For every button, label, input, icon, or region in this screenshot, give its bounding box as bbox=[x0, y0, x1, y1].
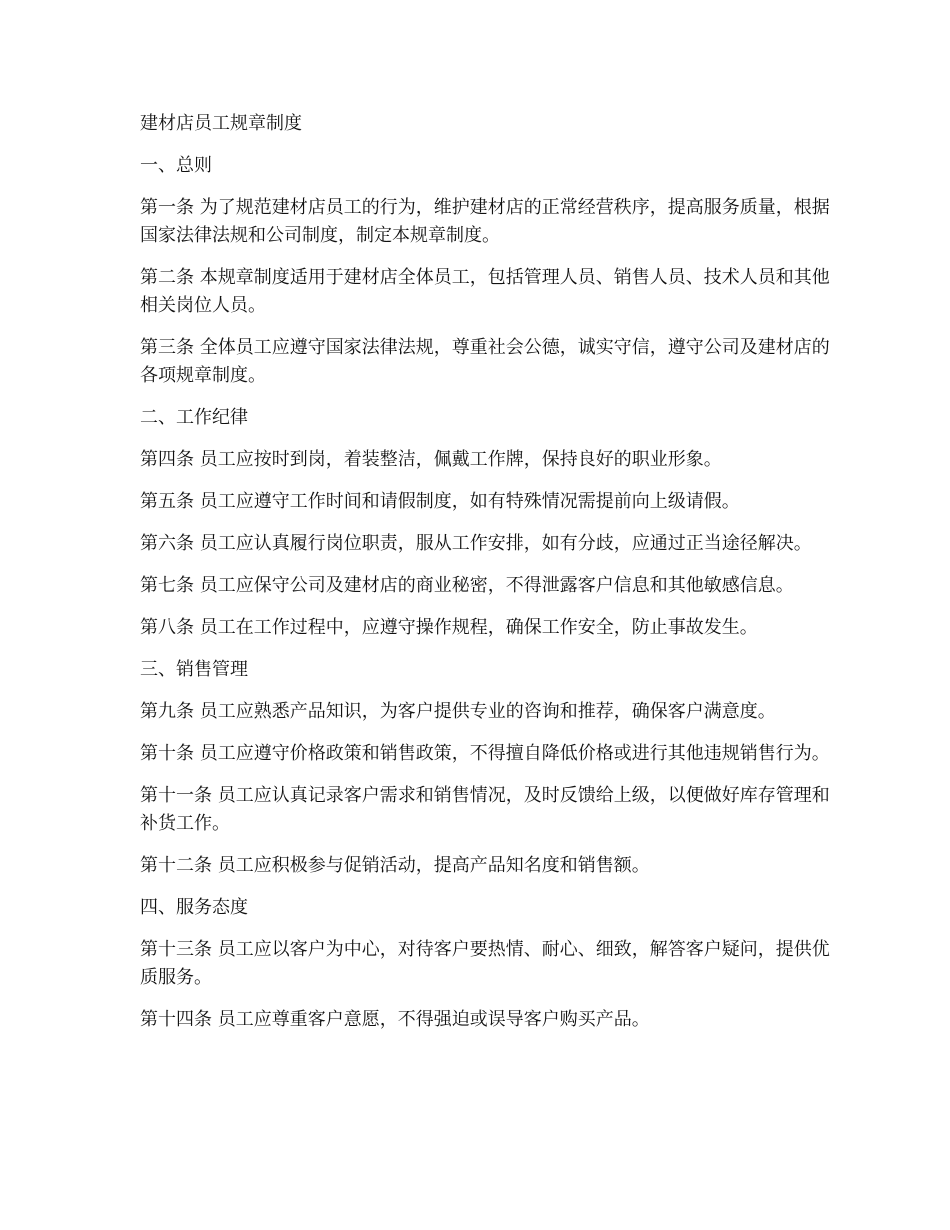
section-heading-service: 四、服务态度 bbox=[140, 897, 248, 918]
article-11: 第十一条 员工应认真记录客户需求和销售情况，及时反馈给上级，以便做好库存管理和补货工作。 bbox=[140, 785, 830, 834]
article-8: 第八条 员工在工作过程中，应遵守操作规程，确保工作安全，防止事故发生。 bbox=[140, 617, 758, 638]
article-7: 第七条 员工应保守公司及建材店的商业秘密，不得泄露客户信息和其他敏感信息。 bbox=[140, 575, 794, 596]
section-heading-sales: 三、销售管理 bbox=[140, 659, 248, 680]
article-9: 第九条 员工应熟悉产品知识，为客户提供专业的咨询和推荐，确保客户满意度。 bbox=[140, 701, 776, 722]
article-6: 第六条 员工应认真履行岗位职责，服从工作安排，如有分歧，应通过正当途径解决。 bbox=[140, 533, 812, 554]
article-4: 第四条 员工应按时到岗，着装整洁，佩戴工作牌，保持良好的职业形象。 bbox=[140, 449, 722, 470]
article-5: 第五条 员工应遵守工作时间和请假制度，如有特殊情况需提前向上级请假。 bbox=[140, 491, 740, 512]
article-1: 第一条 为了规范建材店员工的行为，维护建材店的正常经营秩序，提高服务质量，根据国家法律法规和公司制度，制定本规章制度。 bbox=[140, 197, 830, 246]
article-12: 第十二条 员工应积极参与促销活动，提高产品知名度和销售额。 bbox=[140, 855, 650, 876]
section-heading-general: 一、总则 bbox=[140, 155, 212, 176]
article-13: 第十三条 员工应以客户为中心，对待客户要热情、耐心、细致，解答客户疑问，提供优质服务。 bbox=[140, 939, 830, 988]
document-title: 建材店员工规章制度 bbox=[140, 113, 302, 134]
article-10: 第十条 员工应遵守价格政策和销售政策，不得擅自降低价格或进行其他违规销售行为。 bbox=[140, 743, 830, 764]
section-heading-discipline: 二、工作纪律 bbox=[140, 407, 248, 428]
article-14: 第十四条 员工应尊重客户意愿，不得强迫或误导客户购买产品。 bbox=[140, 1009, 650, 1030]
document-body bbox=[140, 110, 830, 1048]
article-2: 第二条 本规章制度适用于建材店全体员工，包括管理人员、销售人员、技术人员和其他相关岗位人员。 bbox=[140, 267, 830, 316]
article-3: 第三条 全体员工应遵守国家法律法规，尊重社会公德，诚实守信，遵守公司及建材店的各项规章制度。 bbox=[140, 337, 830, 386]
